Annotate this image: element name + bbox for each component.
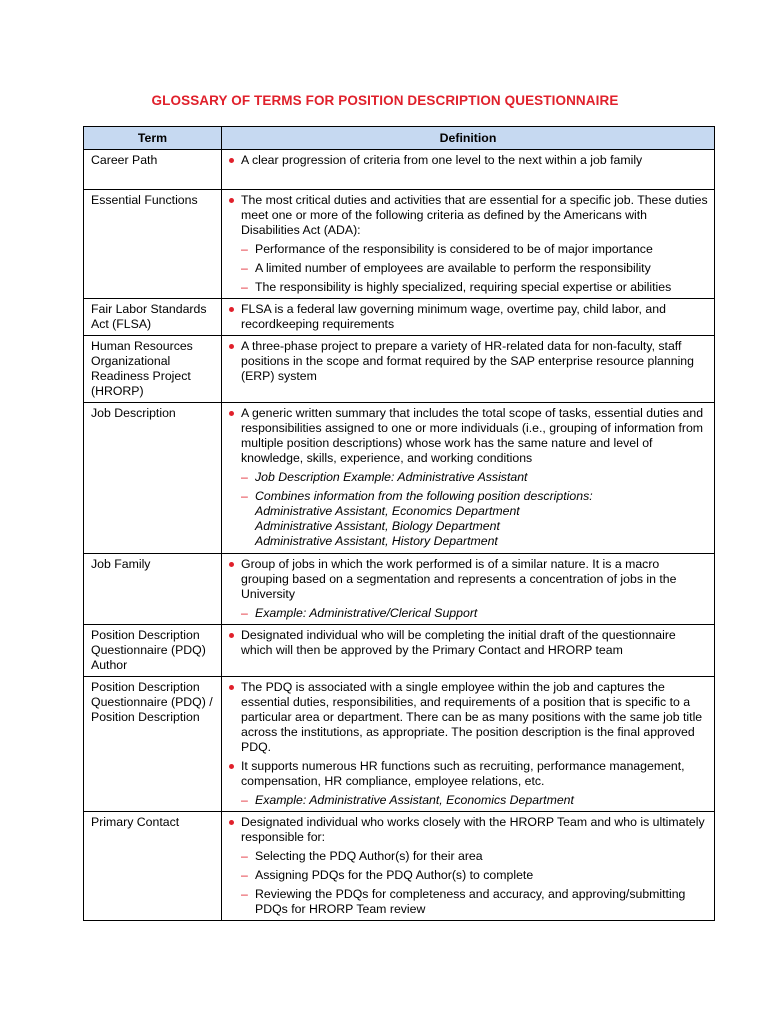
definition-bullet: A generic written summary that includes the total scope of tasks, essential duties and responsibilities assigned to one or more individuals (i.e., grouping of information from multiple position descriptions) whose work has the same nature and level of knowledge, skills, experience, and working conditions – Job Description Example: Administrative Assistant – Combines information from the following position descriptions: Administrative Assistant, Economics Department Administrative Assistant, Biology Department Administrative Assistant, History Department (229, 406, 709, 549)
sub-item: – The responsibility is highly specialized, requiring special expertise or abilities (241, 280, 672, 294)
term-cell: Position Description Questionnaire (PDQ) Author (84, 625, 222, 677)
bullet-icon (229, 411, 234, 416)
table-row (84, 150, 715, 190)
term-cell: Essential Functions (84, 190, 222, 299)
table-row (84, 677, 715, 812)
table-row (84, 403, 715, 554)
sub-item: – A limited number of employees are available to perform the responsibility (241, 261, 651, 275)
term-cell: Job Description (84, 403, 222, 554)
definition-cell (222, 677, 715, 812)
sub-item: – Assigning PDQs for the PDQ Author(s) to complete (241, 868, 534, 882)
position-example: Administrative Assistant, History Department (255, 534, 498, 548)
dash-icon: – (241, 489, 248, 503)
definition-bullet: FLSA is a federal law governing minimum wage, overtime pay, child labor, and recordkeeping requirements (229, 302, 709, 332)
definition-column-header: Definition (222, 127, 715, 150)
definition-cell (222, 150, 715, 190)
definition-cell (222, 625, 715, 677)
term-cell: Position Description Questionnaire (PDQ) / Position Description (84, 677, 222, 812)
table-row (84, 299, 715, 336)
dash-icon: – (241, 793, 248, 807)
definition-cell (222, 190, 715, 299)
sub-item: – Example: Administrative/Clerical Support (241, 606, 478, 620)
dash-icon: – (241, 887, 248, 901)
sub-item: – Reviewing the PDQs for completeness and accuracy, and approving/submitting PDQs for HRORP Team review (241, 887, 686, 916)
definition-bullet: The most critical duties and activities that are essential for a specific job. These duties meet one or more of the following criteria as defined by the Americans with Disabilities Act (ADA): – Performance of the responsibility is considered to be of major importance – A limited number of employees are available to perform the responsibility – The responsibility is highly specialized, requiring special expertise or abilities (229, 193, 709, 295)
definition-cell (222, 299, 715, 336)
definition-cell (222, 812, 715, 921)
definition-bullet: A clear progression of criteria from one level to the next within a job family (229, 153, 709, 168)
definition-bullet: Designated individual who will be completing the initial draft of the questionnaire which will then be approved by the Primary Contact and HRORP team (229, 628, 709, 658)
dash-icon: – (241, 261, 248, 275)
bullet-icon (229, 820, 234, 825)
dash-icon: – (241, 849, 248, 863)
bullet-icon (229, 764, 234, 769)
term-cell: Fair Labor Standards Act (FLSA) (84, 299, 222, 336)
sub-item: – Performance of the responsibility is considered to be of major importance (241, 242, 653, 256)
position-example: Administrative Assistant, Economics Department (255, 504, 520, 518)
glossary-table (83, 126, 715, 921)
definition-bullet: Group of jobs in which the work performed is of a similar nature. It is a macro grouping based on a segmentation and represents a concentration of jobs in the University – Example: Administrative/Clerical Support (229, 557, 709, 621)
dash-icon: – (241, 868, 248, 882)
definition-bullet: A three-phase project to prepare a variety of HR-related data for non-faculty, staff positions in the scope and format required by the SAP enterprise resource planning (ERP) system (229, 339, 709, 384)
table-row (84, 336, 715, 403)
page-title: GLOSSARY OF TERMS FOR POSITION DESCRIPTION QUESTIONNAIRE (151, 93, 619, 108)
sub-item: – Job Description Example: Administrative Assistant (241, 470, 528, 484)
term-cell: Primary Contact (84, 812, 222, 921)
term-column-header: Term (84, 127, 222, 150)
table-row (84, 625, 715, 677)
bullet-icon (229, 344, 234, 349)
definition-cell (222, 403, 715, 554)
definition-bullet: Designated individual who works closely with the HRORP Team and who is ultimately responsible for: – Selecting the PDQ Author(s) for their area – Assigning PDQs for the PDQ Author(s) to complete – Reviewing the PDQs for completeness and accuracy, and approving/submitting PDQs for HRORP Team review (229, 815, 709, 917)
definition-cell (222, 554, 715, 625)
bullet-icon (229, 562, 234, 567)
position-example: Administrative Assistant, Biology Department (255, 519, 500, 533)
bullet-icon (229, 685, 234, 690)
table-row (84, 812, 715, 921)
definition-bullet: The PDQ is associated with a single employee within the job and captures the essential duties, responsibilities, and requirements of a position that is specific to a particular area or department. There can be as many positions with the same job title across the institutions, as appropriate. The position description is the final approved PDQ. (229, 680, 709, 755)
sub-item: – Example: Administrative Assistant, Economics Department (241, 793, 574, 807)
definition-bullet: It supports numerous HR functions such as recruiting, performance management, compensation, HR compliance, employee relations, etc. – Example: Administrative Assistant, Economics Department (229, 759, 709, 808)
dash-icon: – (241, 280, 248, 294)
table-header-row (84, 127, 715, 150)
bullet-icon (229, 158, 234, 163)
table-row (84, 554, 715, 625)
bullet-icon (229, 633, 234, 638)
bullet-icon (229, 307, 234, 312)
sub-item: – Combines information from the following position descriptions: Administrative Assistant, Economics Department Administrative Assistant, Biology Department Administrative Assistant, History Department (241, 489, 709, 549)
dash-icon: – (241, 242, 248, 256)
dash-icon: – (241, 470, 248, 484)
term-cell: Career Path (84, 150, 222, 190)
definition-cell (222, 336, 715, 403)
dash-icon: – (241, 606, 248, 620)
table-row (84, 190, 715, 299)
term-cell: Job Family (84, 554, 222, 625)
term-cell: Human Resources Organizational Readiness Project (HRORP) (84, 336, 222, 403)
bullet-icon (229, 198, 234, 203)
sub-item: – Selecting the PDQ Author(s) for their area (241, 849, 483, 863)
